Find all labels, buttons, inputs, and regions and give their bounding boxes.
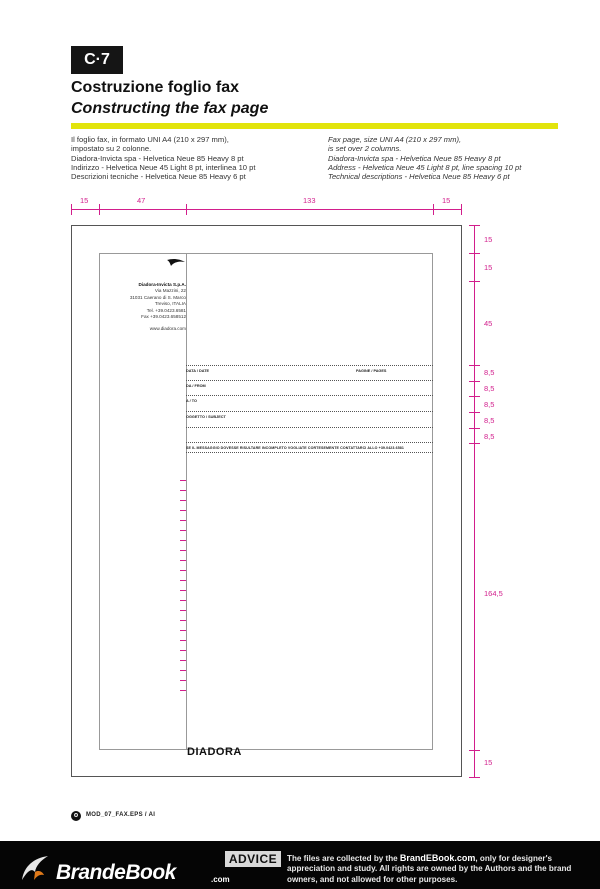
diadora-logo-icon [166, 258, 186, 272]
company-name: Diadora-Invicta S.p.A. [138, 282, 186, 287]
dimension-tick [469, 750, 480, 751]
pages-label: PAGINE / PAGES [356, 369, 387, 373]
description-line: is set over 2 columns. [328, 144, 402, 154]
dimension-tick [469, 281, 480, 282]
dimension-label: 8,5 [484, 384, 495, 393]
description-line: Descrizioni tecniche - Helvetica Neue 85 Heavy 6 pt [71, 172, 246, 182]
dimension-tick [469, 365, 480, 366]
dimension-tick [469, 428, 480, 429]
description-line: Diadora-Invicta spa - Helvetica Neue 85 Heavy 8 pt [71, 153, 244, 163]
dimension-tick [469, 777, 480, 778]
dimension-label: 133 [303, 196, 316, 205]
incomplete-message-notice: SE IL MESSAGGIO DOVESSE RISULTARE INCOMPLETO VOGLIATE CORTESEMENTE CONTATTARCI ALLO +39.0423.6581 [186, 446, 405, 450]
description-line: Technical descriptions - Helvetica Neue 85 Heavy 6 pt [328, 172, 510, 182]
advice-label: ADVICE [225, 851, 281, 867]
dimension-label: 8,5 [484, 368, 495, 377]
line-spacing-ticks [180, 480, 188, 690]
address-line: 31031 Caerano di S. Marco [129, 294, 186, 300]
dimension-tick [469, 396, 480, 397]
dimension-label: 15 [484, 758, 493, 767]
description-line: Address - Helvetica Neue 45 Light 8 pt, line spacing 10 pt [328, 162, 522, 172]
dimension-tick [469, 381, 480, 382]
description-line: Diadora-Invicta spa - Helvetica Neue 85 Heavy 8 pt [328, 153, 501, 163]
page-title-italian: Costruzione foglio fax [71, 79, 239, 96]
address-line: Treviso, ITALIA [154, 301, 186, 307]
dimension-tick [71, 204, 72, 215]
copyright-notice [287, 853, 593, 885]
notice-rest: , only for designer's appreciation and study. All rights are owned by the Authors and the brand owners, and not allowed for other purposes. [287, 854, 572, 884]
description-line: Indirizzo - Helvetica Neue 45 Light 8 pt, interlinea 10 pt [71, 162, 256, 172]
brandebook-logo-icon [18, 852, 52, 886]
dimension-tick [461, 204, 462, 215]
company-address [101, 282, 186, 333]
subject-label: OGGETTO / SUBJECT [186, 415, 226, 419]
field-subject [186, 412, 433, 428]
dimension-label: 15 [484, 235, 493, 244]
description-line: impostato su 2 colonne. [71, 144, 152, 154]
description-english [328, 135, 568, 181]
notice-divider [186, 452, 433, 453]
dimension-label: 8,5 [484, 432, 495, 441]
notice-site[interactable]: BrandEBook.com [399, 853, 476, 863]
file-name: MOD_07_FAX.EPS / AI [86, 812, 156, 818]
dimension-tick [433, 204, 434, 215]
dimension-label: 45 [484, 319, 493, 328]
field-date [186, 365, 433, 381]
dimension-tick [469, 412, 480, 413]
dimension-tick [186, 204, 187, 215]
notice-lead: The files are collected by the [287, 854, 398, 863]
dimension-label: 8,5 [484, 400, 495, 409]
brandebook-suffix: .com [211, 875, 230, 884]
description-line: Il foglio fax, in formato UNI A4 (210 x 297 mm), [71, 135, 229, 144]
description-italian [71, 135, 311, 181]
field-to [186, 396, 433, 412]
dimension-label: 8,5 [484, 416, 495, 425]
field-from [186, 381, 433, 396]
page-title-english: Constructing the fax page [71, 100, 269, 117]
description-line: Fax page, size UNI A4 (210 x 297 mm), [328, 135, 462, 144]
address-line: Fax +39.0423.658512 [141, 314, 186, 320]
dimension-label: 15 [442, 196, 451, 205]
address-line: Tel. +39.0423.6581 [146, 307, 186, 313]
dimension-tick [469, 225, 480, 226]
dimension-label: 164,5 [484, 589, 503, 598]
dimension-label: 15 [484, 263, 493, 272]
dimension-tick [99, 204, 100, 215]
section-badge: C·7 [71, 46, 123, 74]
accent-rule [71, 123, 558, 129]
date-label: DATA / DATE [186, 369, 210, 373]
address-line: Via Mazzini, 22 [154, 288, 186, 294]
field-blank [186, 428, 433, 443]
to-label: A / TO [186, 399, 197, 403]
brandebook-name[interactable]: BrandeBook [56, 861, 176, 884]
dimension-label: 15 [80, 196, 89, 205]
page-marker: o [71, 811, 81, 821]
dimension-label: 47 [137, 196, 146, 205]
company-website: www.diadora.com [149, 326, 186, 332]
dimension-tick [469, 253, 480, 254]
diadora-wordmark: DIADORA [187, 746, 242, 758]
dimension-tick [469, 443, 480, 444]
horizontal-dimension-line [71, 209, 462, 210]
from-label: DA / FROM [186, 384, 206, 388]
vertical-dimension-line [474, 225, 475, 777]
